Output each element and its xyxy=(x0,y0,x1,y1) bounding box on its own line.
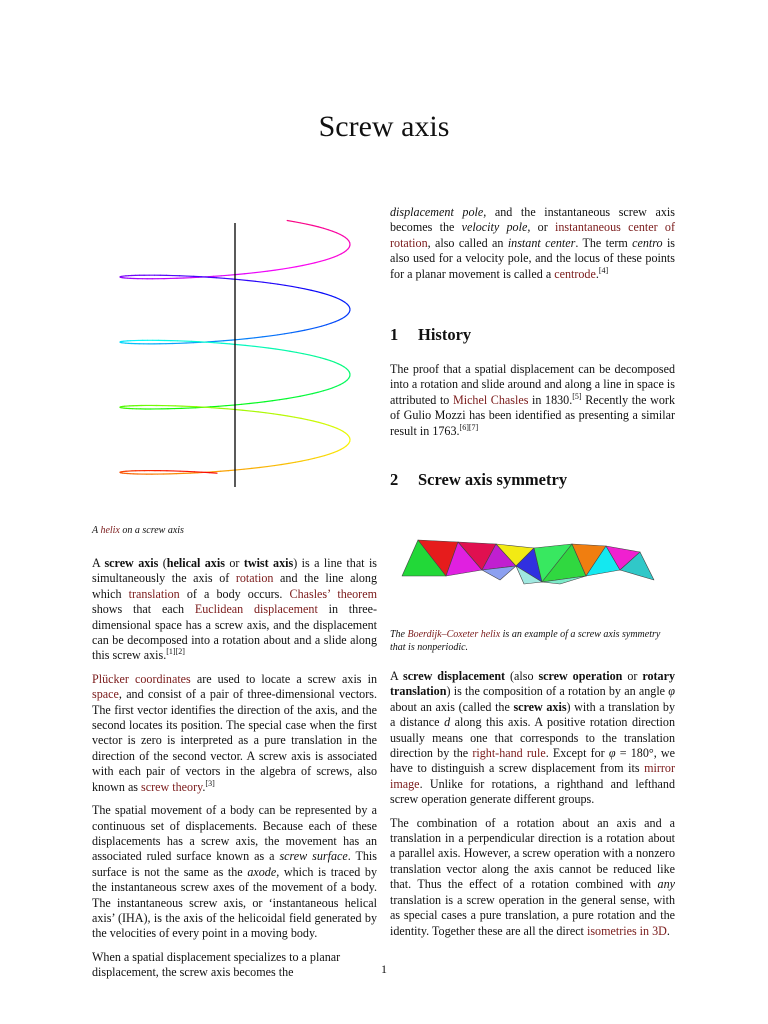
helix-segment xyxy=(244,468,252,469)
helix-segment xyxy=(260,271,268,272)
helix-segment xyxy=(245,273,253,274)
helix-segment xyxy=(278,284,285,285)
helix-segment xyxy=(318,227,323,228)
helix-segment xyxy=(243,410,251,411)
citation-4[interactable]: [4] xyxy=(598,265,609,275)
helix-segment xyxy=(314,457,319,458)
helix-segment xyxy=(334,362,338,364)
helix-segment xyxy=(332,386,336,388)
helix-segment xyxy=(316,326,321,327)
helix-segment xyxy=(320,358,325,359)
helix-link[interactable]: helix xyxy=(100,525,120,536)
helix-segment xyxy=(261,347,269,348)
citation-1-2[interactable]: [1][2] xyxy=(166,647,185,657)
right-hand-rule-link[interactable]: right-hand rule xyxy=(472,746,546,761)
helix-segment xyxy=(208,341,216,342)
citation-6-7[interactable]: [6][7] xyxy=(459,422,479,432)
centrode-link[interactable]: centrode xyxy=(554,266,596,281)
citation-3[interactable]: [3] xyxy=(205,778,215,788)
boerdijk-coxeter-helix-figure xyxy=(400,536,668,588)
right-column-top xyxy=(390,205,675,290)
page-number: 1 xyxy=(381,962,387,976)
helix-segment xyxy=(289,267,296,268)
helix-segment xyxy=(327,323,332,324)
helix-segment xyxy=(308,458,314,459)
helix-segment xyxy=(325,359,330,360)
helix-segment xyxy=(275,269,282,270)
helix-segment xyxy=(266,413,273,414)
helix-segment xyxy=(242,404,250,405)
space-link[interactable]: space xyxy=(92,687,119,702)
helix-segment xyxy=(324,228,329,229)
section-heading-history: 1 History xyxy=(390,325,472,344)
helix-segment xyxy=(271,283,278,284)
helix-segment xyxy=(322,293,327,294)
section-heading-symmetry: 2 Screw axis symmetry xyxy=(390,470,568,489)
helix-segment xyxy=(272,400,279,401)
helix-segment xyxy=(214,343,222,344)
helix-segment xyxy=(211,406,219,407)
planar-paragraph-start: When a spatial displacement specializes to a planar displacement, the screw axis becomes the xyxy=(92,949,341,980)
helix-segment xyxy=(222,343,230,344)
helix-segment xyxy=(315,261,320,262)
helix-segment xyxy=(216,278,224,279)
screw-displacement-paragraph: A screw displacement (also screw operation or rotary translation) is the composition of a rotation by an angle φ about an axis (called the screw axis) with a translation by a distance d along this axis. A positive rotation direction usually means one that corresponds to the translation direction by the right-hand rule. Except for φ = 180°, we have to distinguish a screw displacement from its mirror image. Unlike for rotations, a righthand and lefthand screw operation generate different groups. xyxy=(390,669,675,807)
helix-segment xyxy=(230,344,238,345)
helix-segment xyxy=(303,354,309,355)
citation-5[interactable]: [5] xyxy=(572,391,582,401)
intro-paragraph: A screw axis (helical axis or twist axis) is a line that is simultaneously the axis of rotation and the line along which translation of a body occurs. Chasles’ theorem shows that each Euclidean displacement in three-dimensional space has a screw axis, and the displacement can be decomposed into a rotation about and a slide along this screw axis.[1][2] xyxy=(92,556,378,663)
figure2-caption: The Boerdijk–Coxeter helix is an example of a screw axis symmetry that is nonperiodic. xyxy=(390,629,661,653)
helix-segment xyxy=(295,417,302,418)
spatial-paragraph: The spatial movement of a body can be represented by a continuous set of displacements. Because each of these displacements has a screw axis, the movement has an associated ruled surface known as a screw surface. This surface is not the same as the axode, which is traced by the instantaneous screw axes of the movement of a body. The instantaneous screw axis, or ‘instantaneous helical axis’ (IHA), is the axis of the helicoidal field generated by the velocities of every point in a moving body. xyxy=(92,803,377,941)
helix-segment xyxy=(209,277,217,278)
chasles-theorem-link[interactable]: Chasles’ theorem xyxy=(289,586,377,601)
helix-segment xyxy=(322,325,327,326)
helix-segment xyxy=(334,256,338,258)
helix-segment xyxy=(329,425,333,427)
helix-segment xyxy=(324,424,329,425)
helix-segment xyxy=(311,328,317,329)
helix-segment xyxy=(323,389,328,390)
mirror-image-link[interactable]: mirror image xyxy=(390,761,675,791)
helix-segment xyxy=(296,265,302,266)
helix-segment xyxy=(248,280,256,281)
helix-segment xyxy=(313,421,319,422)
helix-segment xyxy=(317,292,322,293)
helix-segment xyxy=(312,392,318,393)
screw-theory-link[interactable]: screw theory xyxy=(141,779,203,794)
helix-segment xyxy=(213,276,221,277)
helix-segment xyxy=(288,416,295,417)
helix-segment xyxy=(255,337,263,338)
helix-segment xyxy=(320,456,325,457)
helix-figure xyxy=(110,215,380,505)
helix-segment xyxy=(224,278,232,279)
michel-chasles-link[interactable]: Michel Chasles xyxy=(452,392,529,407)
helix-segment xyxy=(301,223,307,224)
helix-segment xyxy=(268,348,275,349)
helix-segment xyxy=(287,397,294,398)
helix-segment xyxy=(331,296,335,298)
helix-segment xyxy=(257,402,265,403)
helix-segment xyxy=(249,403,257,404)
helix-segment xyxy=(303,264,309,265)
helix-segment xyxy=(221,275,229,276)
helix-segment xyxy=(298,330,304,331)
left-column xyxy=(92,556,377,989)
helix-segment xyxy=(330,361,334,363)
helix-segment xyxy=(325,454,330,455)
figure1-caption: A helix on a screw axis xyxy=(92,525,184,536)
page-title: Screw axis xyxy=(318,110,450,143)
helix-segment xyxy=(262,336,270,337)
isometries-in-3d-link[interactable]: isometries in 3D xyxy=(586,923,667,938)
helix-segment xyxy=(227,409,235,410)
helix-segment xyxy=(318,391,323,392)
helix-segment xyxy=(294,396,301,397)
helix-segment xyxy=(236,469,244,470)
helix-segment xyxy=(289,462,296,463)
helix-segment xyxy=(299,288,305,289)
helix-segment xyxy=(287,221,294,222)
helix-segment xyxy=(267,466,274,467)
helix-segment xyxy=(294,222,301,223)
helix-segment xyxy=(282,463,289,464)
helix-segment xyxy=(305,289,311,290)
helix-segment xyxy=(216,341,224,342)
helix-segment xyxy=(311,290,317,291)
helix-segment xyxy=(329,453,333,455)
helix-segment xyxy=(252,468,260,469)
helix-segment xyxy=(334,451,338,453)
helix-segment xyxy=(315,356,320,357)
helix-segment xyxy=(226,405,234,406)
helix-segment xyxy=(307,224,313,225)
helix-segment xyxy=(330,257,334,259)
helix-segment xyxy=(247,338,255,339)
helix-segment xyxy=(219,408,227,409)
helix-segment xyxy=(333,231,337,233)
helix-segment xyxy=(296,461,303,462)
helix-segment xyxy=(305,329,311,330)
helix-segment xyxy=(224,340,232,341)
history-paragraph: The proof that a spatial displacement can be decomposed into a rotation and slide around and along a line in space is attributed to Michel Chasles in 1830.[5] Recently the work of Gulio Mozzi has been identified as presenting a similar result in 1763.[6][7] xyxy=(390,362,675,438)
helix-segment xyxy=(259,467,267,468)
helix-segment xyxy=(276,349,283,350)
helix-segment xyxy=(306,394,312,395)
helix-segment xyxy=(282,268,289,269)
helix-segment xyxy=(258,412,266,413)
helix-segment xyxy=(237,274,245,275)
helix-segment xyxy=(285,333,292,334)
helix-segment xyxy=(325,259,330,260)
helix-segment xyxy=(328,230,332,231)
helix-segment xyxy=(209,473,217,474)
plucker-coordinates-link[interactable]: Plücker coordinates xyxy=(92,671,191,686)
right-column-bottom xyxy=(390,669,675,947)
plucker-paragraph: Plücker coordinates are used to locate a screw axis in space, and consist of a pair of three-dimensional vectors. The first vector identifies the direction of the axis, and the second locates its position. The special case when the first vector is zero is interpreted as a pure translation in the direction of the second vector. A screw axis is associated with each pair of vectors in the algebra of screws, also known as screw theory.[3] xyxy=(92,671,377,794)
helix-segment xyxy=(232,279,240,280)
helix-segment xyxy=(297,352,303,353)
instantaneous-center-link[interactable]: instantaneous center of rotation xyxy=(390,220,676,250)
helix-segment xyxy=(251,411,259,412)
helix-segment xyxy=(270,335,277,336)
helix-segment xyxy=(213,471,221,472)
helix-segment xyxy=(331,322,335,324)
helix-segment xyxy=(290,351,297,352)
helix-segment xyxy=(265,401,272,402)
helix-segment xyxy=(263,282,271,283)
helix-segment xyxy=(319,422,324,423)
helix-segment xyxy=(277,334,284,335)
helix-segment xyxy=(281,415,288,416)
helix-segment xyxy=(302,460,308,461)
combination-paragraph: The combination of a rotation about an axis and a translation in a perpendicular direction is a rotation about a parallel axis. However, a screw operation with a nonzero translation vector along the axis cannot be reduced like that. Thus the effect of a rotation combined with any translation is a screw operation in the general sense, with as special cases a pure translation, a pure rotation and the identity. Together these are all the direct isometries in 3D. xyxy=(390,815,675,938)
helix-segment xyxy=(328,388,332,389)
helix-segment xyxy=(218,406,226,407)
helix-segment xyxy=(237,345,245,346)
helix-segment xyxy=(333,427,337,429)
helix-segment xyxy=(283,350,290,351)
helix-segment xyxy=(221,471,229,472)
helix-segment xyxy=(313,226,319,227)
helix-segment xyxy=(239,339,247,340)
helix-segment xyxy=(273,414,280,415)
helix-segment xyxy=(307,420,313,421)
helix-segment xyxy=(212,408,220,409)
boerdijk-coxeter-helix-link[interactable]: Boerdijk–Coxeter helix xyxy=(407,629,501,640)
helix-segment xyxy=(240,280,248,281)
rotation-link[interactable]: rotation xyxy=(235,571,274,586)
translation-link[interactable]: translation xyxy=(128,586,180,601)
helix-segment xyxy=(309,355,315,356)
planar-paragraph-continued: displacement pole, and the instantaneous screw axis becomes the velocity pole, or instantaneous center of rotation, also called an instant center. The term centro is also used for a velocity pole, and the locus of these points for a planar movement is called a centrode.[4] xyxy=(390,205,676,281)
helix-segment xyxy=(327,294,331,295)
helix-segment xyxy=(285,285,292,286)
helix-segment xyxy=(253,346,261,347)
helix-segment xyxy=(235,410,243,411)
helix-segment xyxy=(309,263,315,264)
helix-segment xyxy=(255,281,263,282)
euclidean-displacement-link[interactable]: Euclidean displacement xyxy=(194,602,318,617)
helix-segment xyxy=(280,399,287,400)
helix-segment xyxy=(292,286,299,287)
helix-segment xyxy=(206,342,214,343)
helix-segment xyxy=(300,395,306,396)
helix-segment xyxy=(268,270,275,271)
helix-segment xyxy=(252,272,260,273)
helix-segment xyxy=(291,331,298,332)
helix-segment xyxy=(301,418,307,419)
helix-segment xyxy=(275,465,282,466)
helix-segment xyxy=(320,260,325,261)
helix-segment xyxy=(245,345,253,346)
